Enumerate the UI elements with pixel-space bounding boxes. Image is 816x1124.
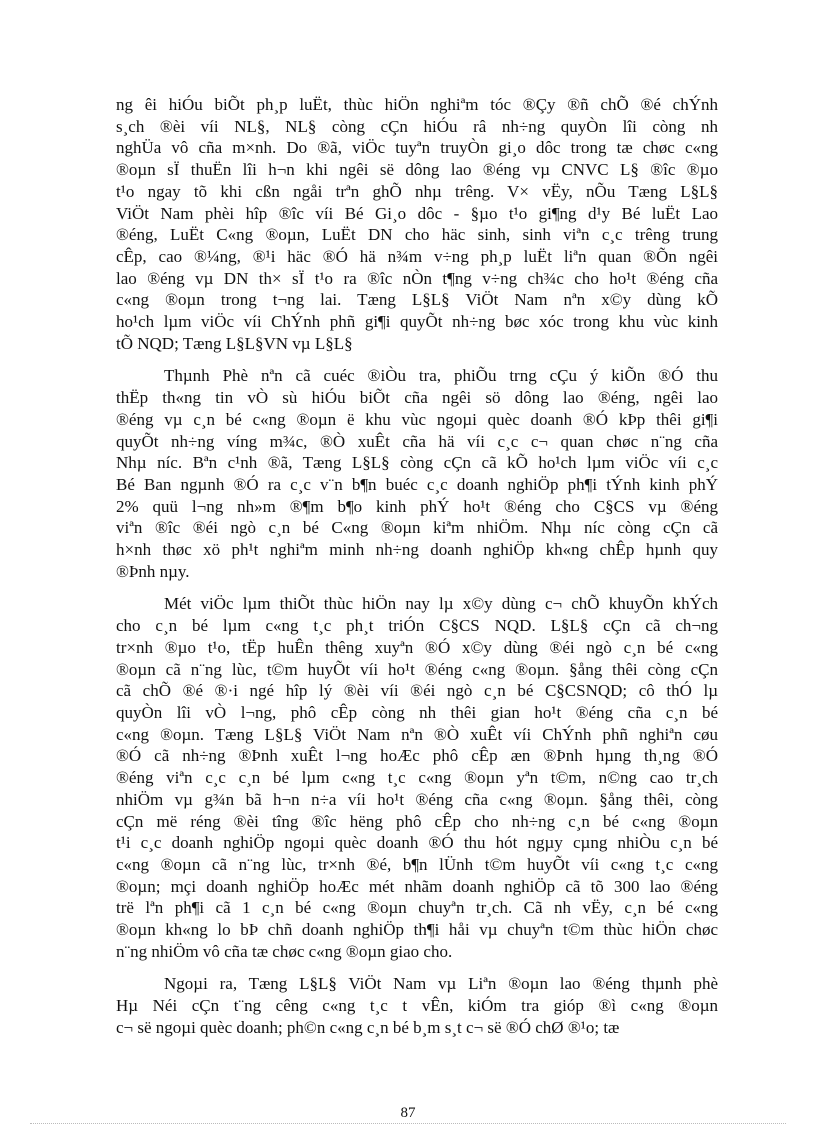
- text-line: cÇn më réng ®èi tîng ®îc hëng phô cÊp cho nh÷ng c¸n bé c«ng ®oµn: [116, 811, 718, 831]
- text-line: Nhµ níc. Bªn c¹nh ®ã, Tæng L§L§ còng cÇn cã kÕ ho¹ch lµm viÖc víi c¸c: [116, 453, 718, 473]
- text-line: ViÖt Nam phèi hîp ®îc víi Bé Gi¸o dôc - §µo t¹o gi¶ng d¹y Bé luËt Lao: [116, 203, 718, 223]
- text-line: cã chÕ ®é ®·i ngé hîp lý ®èi víi ®éi ngò c¸n bé C§CSNQD; cô thÓ lµ: [116, 681, 718, 701]
- text-line: quyÒn lîi vÒ l¬ng, phô cÊp còng nh thêi gian ho¹t ®éng cña c¸n bé: [116, 702, 718, 722]
- paragraph-1: [116, 94, 718, 354]
- text-line: Ngoµi ra, Tæng L§L§ ViÖt Nam vµ Liªn ®oµn lao ®éng thµnh phè: [164, 974, 718, 994]
- text-line: ®éng, LuËt C«ng ®oµn, LuËt DN cho häc sinh, sinh viªn c¸c trêng trung: [116, 225, 718, 245]
- text-line: s¸ch ®èi víi NL§, NL§ còng cÇn hiÓu râ nh÷ng quyÒn lîi còng nh: [116, 116, 718, 136]
- text-line: h×nh thøc xö ph¹t nghiªm minh nh÷ng doanh nghiÖp kh«ng chÊp hµnh quy: [116, 540, 718, 560]
- text-line: tr×nh ®µo t¹o, tËp huÊn thêng xuyªn ®Ó x©y dùng ®éi ngò c¸n bé c«ng: [116, 637, 718, 657]
- text-line: ®oµn kh«ng lo bÞ chñ doanh nghiÖp th¶i håi vµ chuyªn t©m thùc hiÖn chøc: [116, 920, 718, 940]
- text-line: t¹i c¸c doanh nghiÖp ngoµi quèc doanh ®Ó thu hót ngµy cµng nhiÒu c¸n bé: [116, 833, 718, 853]
- text-line: ng êi hiÓu biÕt ph¸p luËt, thùc hiÖn nghiªm tóc ®Çy ®ñ chÕ ®é chÝnh: [116, 95, 718, 114]
- text-line: ho¹ch lµm viÖc víi ChÝnh phñ gi¶i quyÕt nh÷ng bøc xóc trong khu vùc kinh: [116, 312, 718, 332]
- text-line: cho c¸n bé lµm c«ng t¸c ph¸t triÓn C§CS NQD. L§L§ cÇn cã ch¬ng: [116, 616, 718, 636]
- text-line: quyÕt nh÷ng víng m¾c, ®Ò xuÊt cña hä víi c¸c c¬ quan chøc n¨ng cña: [116, 431, 718, 451]
- text-line: ®éng vµ c¸n bé c«ng ®oµn ë khu vùc ngoµi quèc doanh ®Ó kÞp thêi gi¶i: [116, 409, 718, 429]
- text-line: ®éng viªn c¸c c¸n bé lµm c«ng t¸c c«ng ®oµn yªn t©m, n©ng cao tr¸ch: [116, 768, 718, 788]
- paragraph-2: [116, 365, 718, 582]
- text-line: ®oµn; mçi doanh nghiÖp hoÆc mét nhãm doanh nghiÖp cã tõ 300 lao ®éng: [116, 876, 718, 896]
- document-body: [116, 94, 718, 1039]
- text-line: tÕ NQD; Tæng L§L§VN vµ L§L§: [116, 333, 353, 353]
- text-line: c«ng ®oµn. Tæng L§L§ ViÖt Nam nªn ®Ò xuÊt víi ChÝnh phñ nghiªn cøu: [116, 724, 718, 744]
- text-line: thËp th«ng tin vÒ sù hiÓu biÕt cña ngêi sö dông lao ®éng, ngêi lao: [116, 388, 718, 408]
- text-line: c«ng ®oµn cã n¨ng lùc, tr×nh ®é, b¶n lÜnh t©m huyÕt víi c«ng t¸c c«ng: [116, 854, 718, 874]
- text-line: trë lªn ph¶i cã 1 c¸n bé c«ng ®oµn chuyªn tr¸ch. Cã nh vËy, c¸n bé c«ng: [116, 898, 718, 918]
- text-line: ®oµn cã n¨ng lùc, t©m huyÕt víi ho¹t ®éng c«ng ®oµn. §ång thêi còng cÇn: [116, 659, 718, 679]
- text-line: Bé Ban ngµnh ®Ó ra c¸c v¨n b¶n buéc c¸c doanh nghiÖp ph¶i tÝnh kinh phÝ: [116, 474, 718, 494]
- text-line: n¨ng nhiÖm vô cña tæ chøc c«ng ®oµn giao cho.: [116, 941, 453, 961]
- text-line: t¹o ngay tõ khi cßn ngåi trªn ghÕ nhµ trêng. V× vËy, nÕu Tæng L§L§: [116, 181, 718, 201]
- text-line: Thµnh Phè nªn cã cuéc ®iÒu tra, phiÕu trng cÇu ý kiÕn ®Ó thu: [164, 366, 718, 386]
- text-line: ®Þnh nµy.: [116, 561, 190, 581]
- text-line: Mét viÖc lµm thiÕt thùc hiÖn nay lµ x©y dùng c¬ chÕ khuyÕn khÝch: [164, 594, 718, 614]
- page-number: 87: [400, 1105, 416, 1121]
- text-line: nghÜa vô cña m×nh. Do ®ã, viÖc tuyªn truyÒn gi¸o dôc trong tæ chøc c«ng: [116, 138, 718, 158]
- text-line: lao ®éng vµ DN th× sÏ t¹o ra ®îc nÒn t¶ng v÷ng ch¾c cho ho¹t ®éng cña: [116, 268, 718, 288]
- text-line: ®Ó cã nh÷ng ®Þnh xuÊt l¬ng hoÆc phô cÊp æn ®Þnh hµng th¸ng ®Ó: [116, 746, 718, 766]
- text-line: cÊp, cao ®¼ng, ®¹i häc ®Ó hä n¾m v÷ng ph¸p luËt liªn quan ®Õn ngêi: [116, 246, 718, 266]
- text-line: c¬ së ngoµi quèc doanh; ph©n c«ng c¸n bé b¸m s¸t c¬ së ®Ó chØ ®¹o; tæ: [116, 1017, 620, 1037]
- text-line: Hµ Néi cÇn t¨ng cêng c«ng t¸c t vÊn, kiÓm tra gióp ®ì c«ng ®oµn: [116, 996, 718, 1016]
- text-line: ®oµn sÏ thuËn lîi h¬n khi ngêi së dông lao ®éng vµ CNVC L§ ®îc ®µo: [116, 160, 718, 180]
- text-line: nhiÖm vµ g¾n bã h¬n n÷a víi ho¹t ®éng cña c«ng ®oµn. §ång thêi, còng: [116, 789, 718, 809]
- paragraph-3: [116, 593, 718, 962]
- text-line: viªn ®îc ®éi ngò c¸n bé C«ng ®oµn kiªm nhiÖm. Nhµ níc còng cÇn cã: [116, 518, 718, 538]
- paragraph-4: [116, 973, 718, 1038]
- text-line: c«ng ®oµn trong t¬ng lai. Tæng L§L§ ViÖt Nam nªn x©y dùng kÕ: [116, 290, 718, 310]
- text-line: 2% quü l¬ng nh»m ®¶m b¶o kinh phÝ ho¹t ®éng cho C§CS vµ ®éng: [116, 496, 718, 516]
